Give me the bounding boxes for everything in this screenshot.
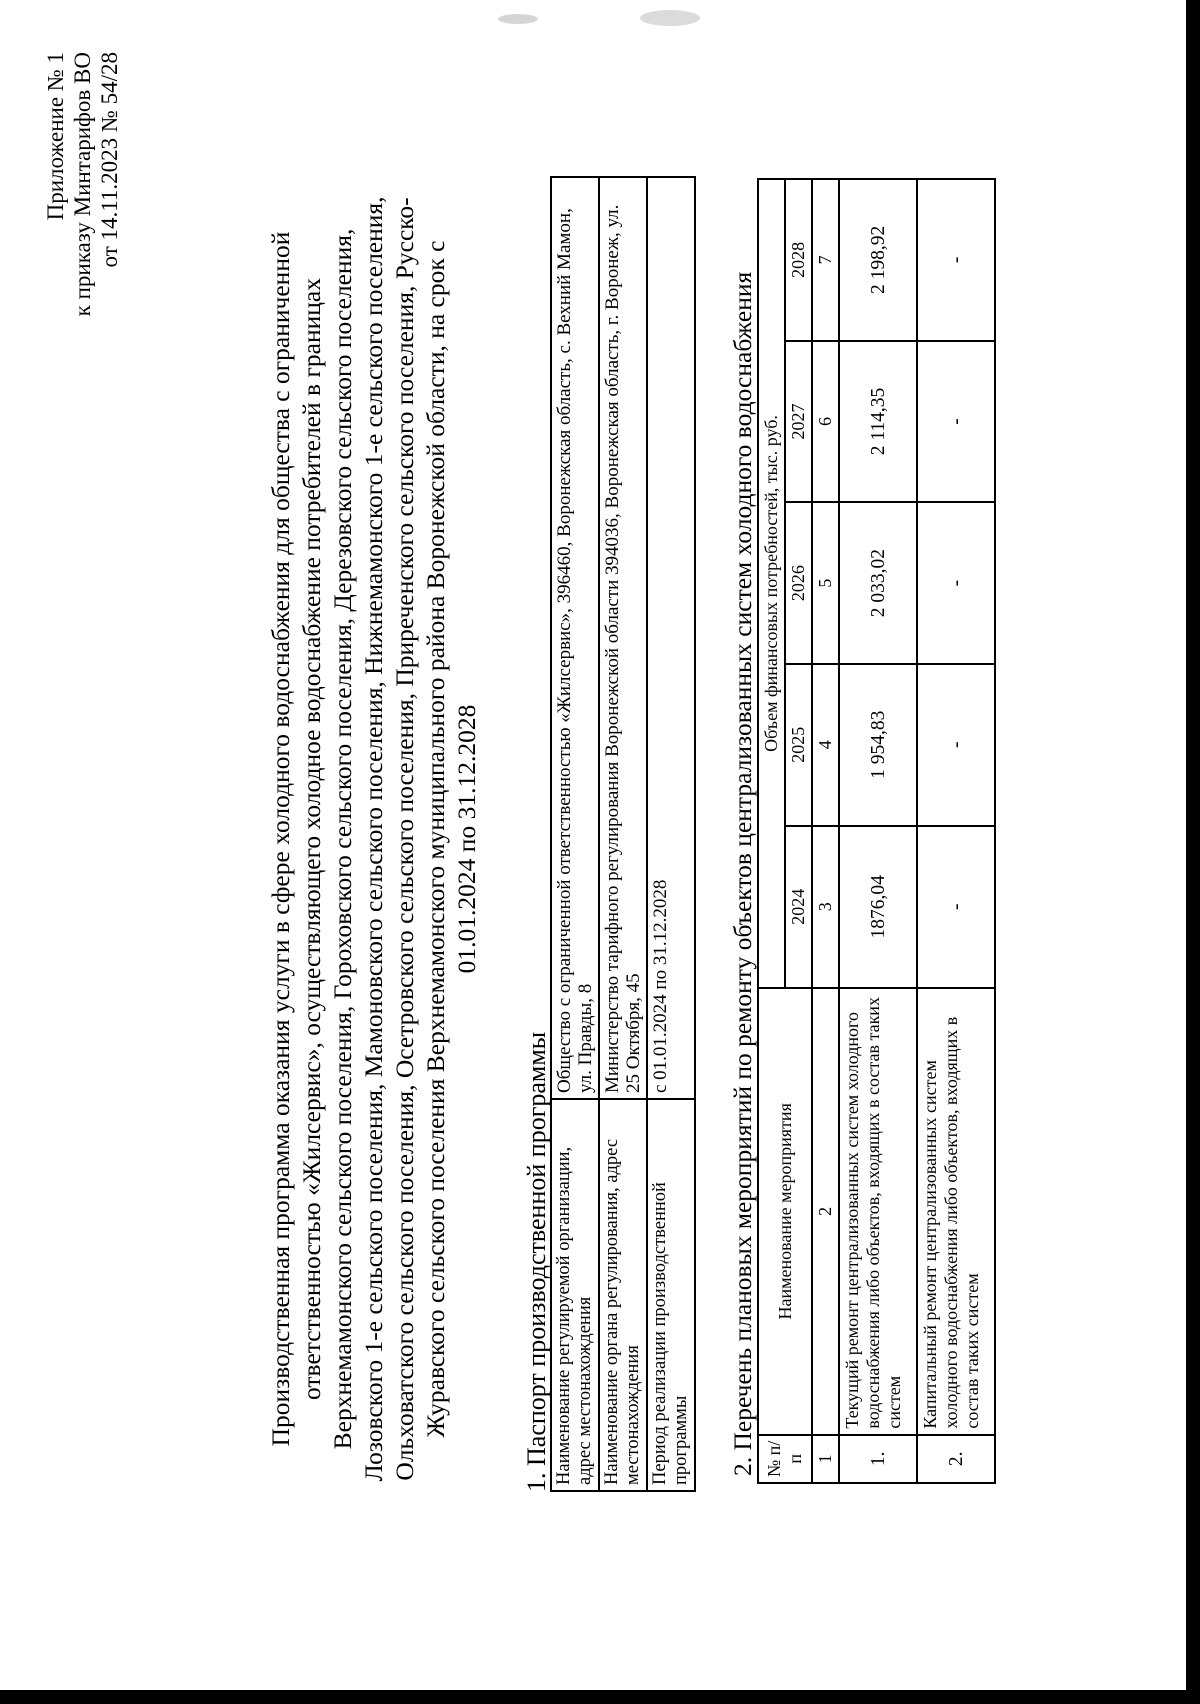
- heading-line: Верхнемамонского сельского поселения, Гороховского сельского поселения, Дерезовского сельского поселения,: [328, 228, 357, 1450]
- passport-label: Наименование регулируемой организации, адрес местонахождения: [551, 1099, 599, 1491]
- table-row: [917, 179, 995, 1483]
- header-year: 2025: [785, 664, 812, 826]
- row-value: 1 954,83: [839, 664, 917, 826]
- row-value: -: [917, 826, 995, 988]
- row-value: -: [917, 179, 995, 341]
- row-value: -: [917, 502, 995, 664]
- passport-label: Период реализации производственной программы: [647, 1099, 695, 1491]
- heading-line: Журавского сельского поселения Верхнемамонского муниципального района Воронежской области, на срок с: [421, 240, 450, 1438]
- index-cell: 3: [812, 826, 839, 988]
- header-year: 2026: [785, 502, 812, 664]
- passport-value: Общество с ограниченной ответственностью «Жилсервис», 396460, Воронежская область, с. Вехний Мамон, ул. Правды, 8: [551, 177, 599, 1099]
- heading-line: Производственная программа оказания услуги в сфере холодного водоснабжения для общества с ограниченной: [266, 231, 295, 1447]
- index-cell: 4: [812, 664, 839, 826]
- section2-title: 2. Перечень плановых мероприятий по ремонту объектов централизованных систем холодного водоснабжения: [728, 271, 757, 1476]
- heading-line: 01.01.2024 по 31.12.2028: [452, 704, 481, 974]
- index-cell: 7: [812, 179, 839, 341]
- passport-label: Наименование органа регулирования, адрес местонахождения: [599, 1099, 647, 1491]
- row-name: Текущий ремонт централизованных систем холодного водоснабжения либо объектов, входящих в состав таких систем: [839, 988, 917, 1435]
- header-num: № п/п: [758, 1435, 812, 1483]
- row-value: 2 033,02: [839, 502, 917, 664]
- index-cell: 1: [812, 1435, 839, 1483]
- row-name: Капитальный ремонт централизованных систем холодного водоснабжения либо объектов, входящих в состав таких систем: [917, 988, 995, 1435]
- heading-line: ответственностью «Жилсервис», осуществляющего холодное водоснабжение потребителей в границах: [297, 278, 326, 1400]
- passport-value: Министерство тарифного регулирования Воронежской области 394036, Воронежская область, г. Воронеж, ул. 25 Октября, 45: [599, 177, 647, 1099]
- row-num: 2.: [917, 1435, 995, 1483]
- row-value: 2 198,92: [839, 179, 917, 341]
- heading-line: Лозовского 1-е сельского поселения, Мамоновского сельского поселения, Нижнемамонского 1-е сельского поселения,: [359, 196, 388, 1482]
- table-row: [551, 177, 599, 1491]
- index-cell: 5: [812, 502, 839, 664]
- index-cell: 2: [812, 988, 839, 1435]
- heading-line: Ольховатского сельского поселения, Осетровского сельского поселения, Приреченского сельского поселения, Русско-: [390, 197, 419, 1481]
- passport-table: [550, 176, 696, 1492]
- section1-title: 1. Паспорт производственной программы: [522, 1031, 551, 1492]
- table-header-row: [758, 179, 785, 1483]
- document-heading: [265, 194, 482, 1484]
- table-row: [839, 179, 917, 1483]
- header-year: 2028: [785, 179, 812, 341]
- appendix-line: Приложение № 1: [43, 52, 68, 221]
- row-value: -: [917, 664, 995, 826]
- row-value: -: [917, 341, 995, 503]
- appendix-line: от 14.11.2023 № 54/28: [97, 52, 122, 268]
- header-year: 2027: [785, 341, 812, 503]
- table-row: [599, 177, 647, 1491]
- repairs-table: [757, 178, 996, 1484]
- header-year: 2024: [785, 826, 812, 988]
- row-num: 1.: [839, 1435, 917, 1483]
- table-row: [647, 177, 695, 1491]
- header-group: Объем финансовых потребностей, тыс. руб.: [758, 179, 785, 988]
- row-value: 2 114,35: [839, 341, 917, 503]
- appendix-line: к приказу Минтарифов ВО: [70, 52, 95, 317]
- row-value: 1876,04: [839, 826, 917, 988]
- appendix-note: [42, 52, 123, 316]
- passport-value: с 01.01.2024 по 31.12.2028: [647, 177, 695, 1099]
- index-cell: 6: [812, 341, 839, 503]
- header-name: Наименование мероприятия: [758, 988, 812, 1435]
- table-index-row: [812, 179, 839, 1483]
